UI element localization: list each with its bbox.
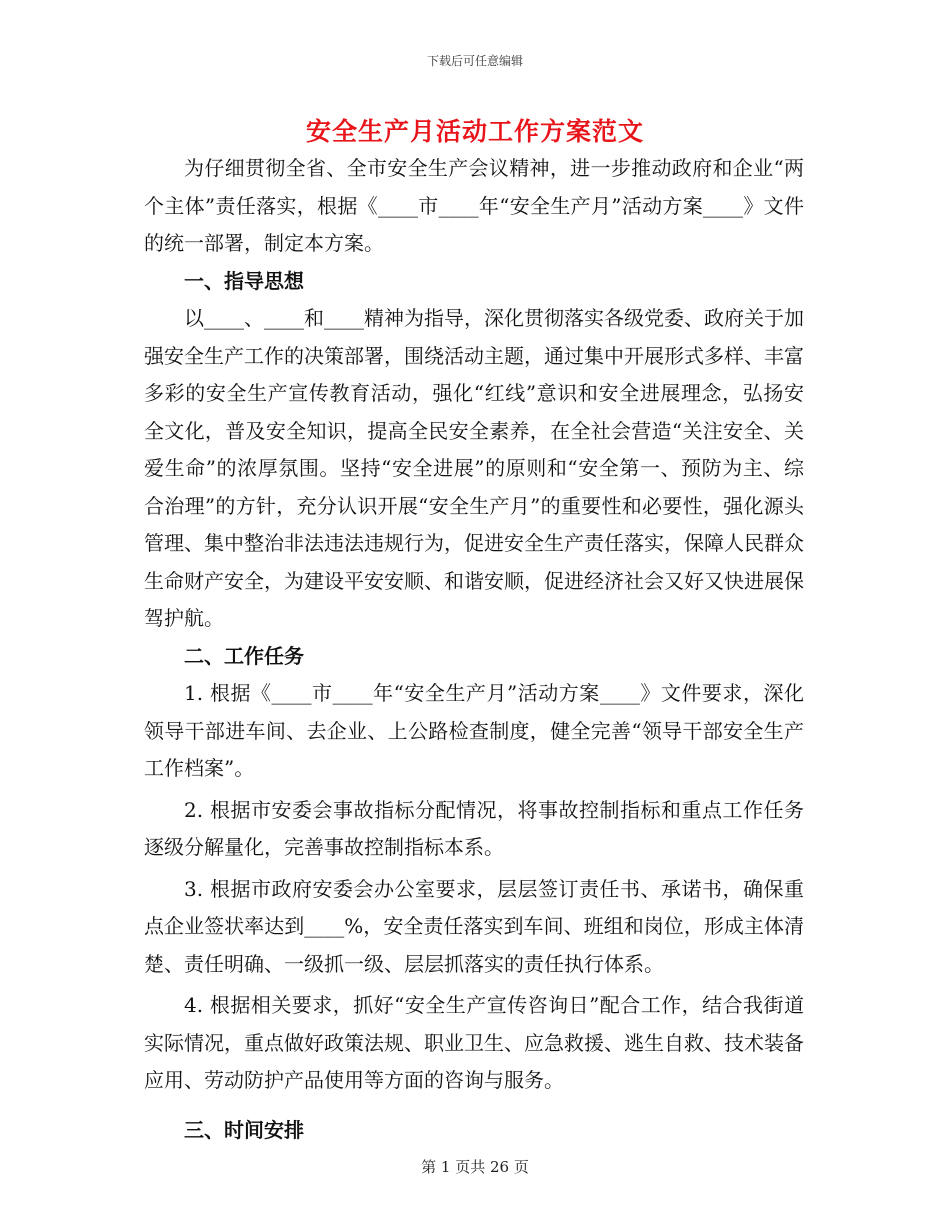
task-item-4: 4. 根据相关要求，抓好“安全生产宣传咨询日”配合工作，结合我街道实际情况，重点做好政策法规、职业卫生、应急救援、逃生自救、技术装备应用、劳动防护产品使用等方面的咨询与服务。: [144, 993, 804, 1092]
header-note: 下载后可任意编辑: [426, 54, 523, 68]
task-item-1: 1. 根据《____市____年“安全生产月”活动方案____》文件要求，深化领导干部进车间、去企业、上公路检查制度，健全完善“领导干部安全生产工作档案”。: [144, 681, 804, 780]
task-item-3: 3. 根据市政府安委会办公室要求，层层签订责任书、承诺书，确保重点企业签状率达到____%，安全责任落实到车间、班组和岗位，形成主体清楚、责任明确、一级抓一级、层层抓落实的责任执行体系。: [144, 876, 804, 976]
section-heading-schedule: 三、时间安排: [184, 1117, 304, 1142]
section-heading-guiding-ideology: 一、指导思想: [184, 268, 304, 293]
section-heading-tasks: 二、工作任务: [184, 643, 304, 668]
intro-paragraph: 为仔细贯彻全省、全市安全生产会议精神，进一步推动政府和企业“两个主体”责任落实，根据《____市____年“安全生产月”活动方案____》文件的统一部署，制定本方案。: [144, 156, 804, 255]
task-item-2: 2. 根据市安委会事故指标分配情况，将事故控制指标和重点工作任务逐级分解量化，完善事故控制指标本系。: [144, 797, 804, 859]
document-title: 安全生产月活动工作方案范文: [305, 117, 644, 146]
document-body: [144, 150, 804, 1149]
guiding-ideology-paragraph: 以____、____和____精神为指导，深化贯彻落实各级党委、政府关于加强安全生产工作的决策部署，围绕活动主题，通过集中开展形式多样、丰富多彩的安全生产宣传教育活动，强化“红线”意识和安全进展理念，弘扬安全文化，普及安全知识，提高全民安全素养，在全社会营造“关注安全、关爱生命”的浓厚氛围。坚持“安全进展”的原则和“安全第一、预防为主、综合治理”的方针，充分认识开展“安全生产月”的重要性和必要性，强化源头管理、集中整治非法违法违规行为，促进安全生产责任落实，保障人民群众生命财产安全，为建设平安安顺、和谐安顺，促进经济社会又好又快进展保驾护航。: [144, 306, 804, 630]
page-footer: 第 1 页共 26 页: [421, 1158, 529, 1176]
